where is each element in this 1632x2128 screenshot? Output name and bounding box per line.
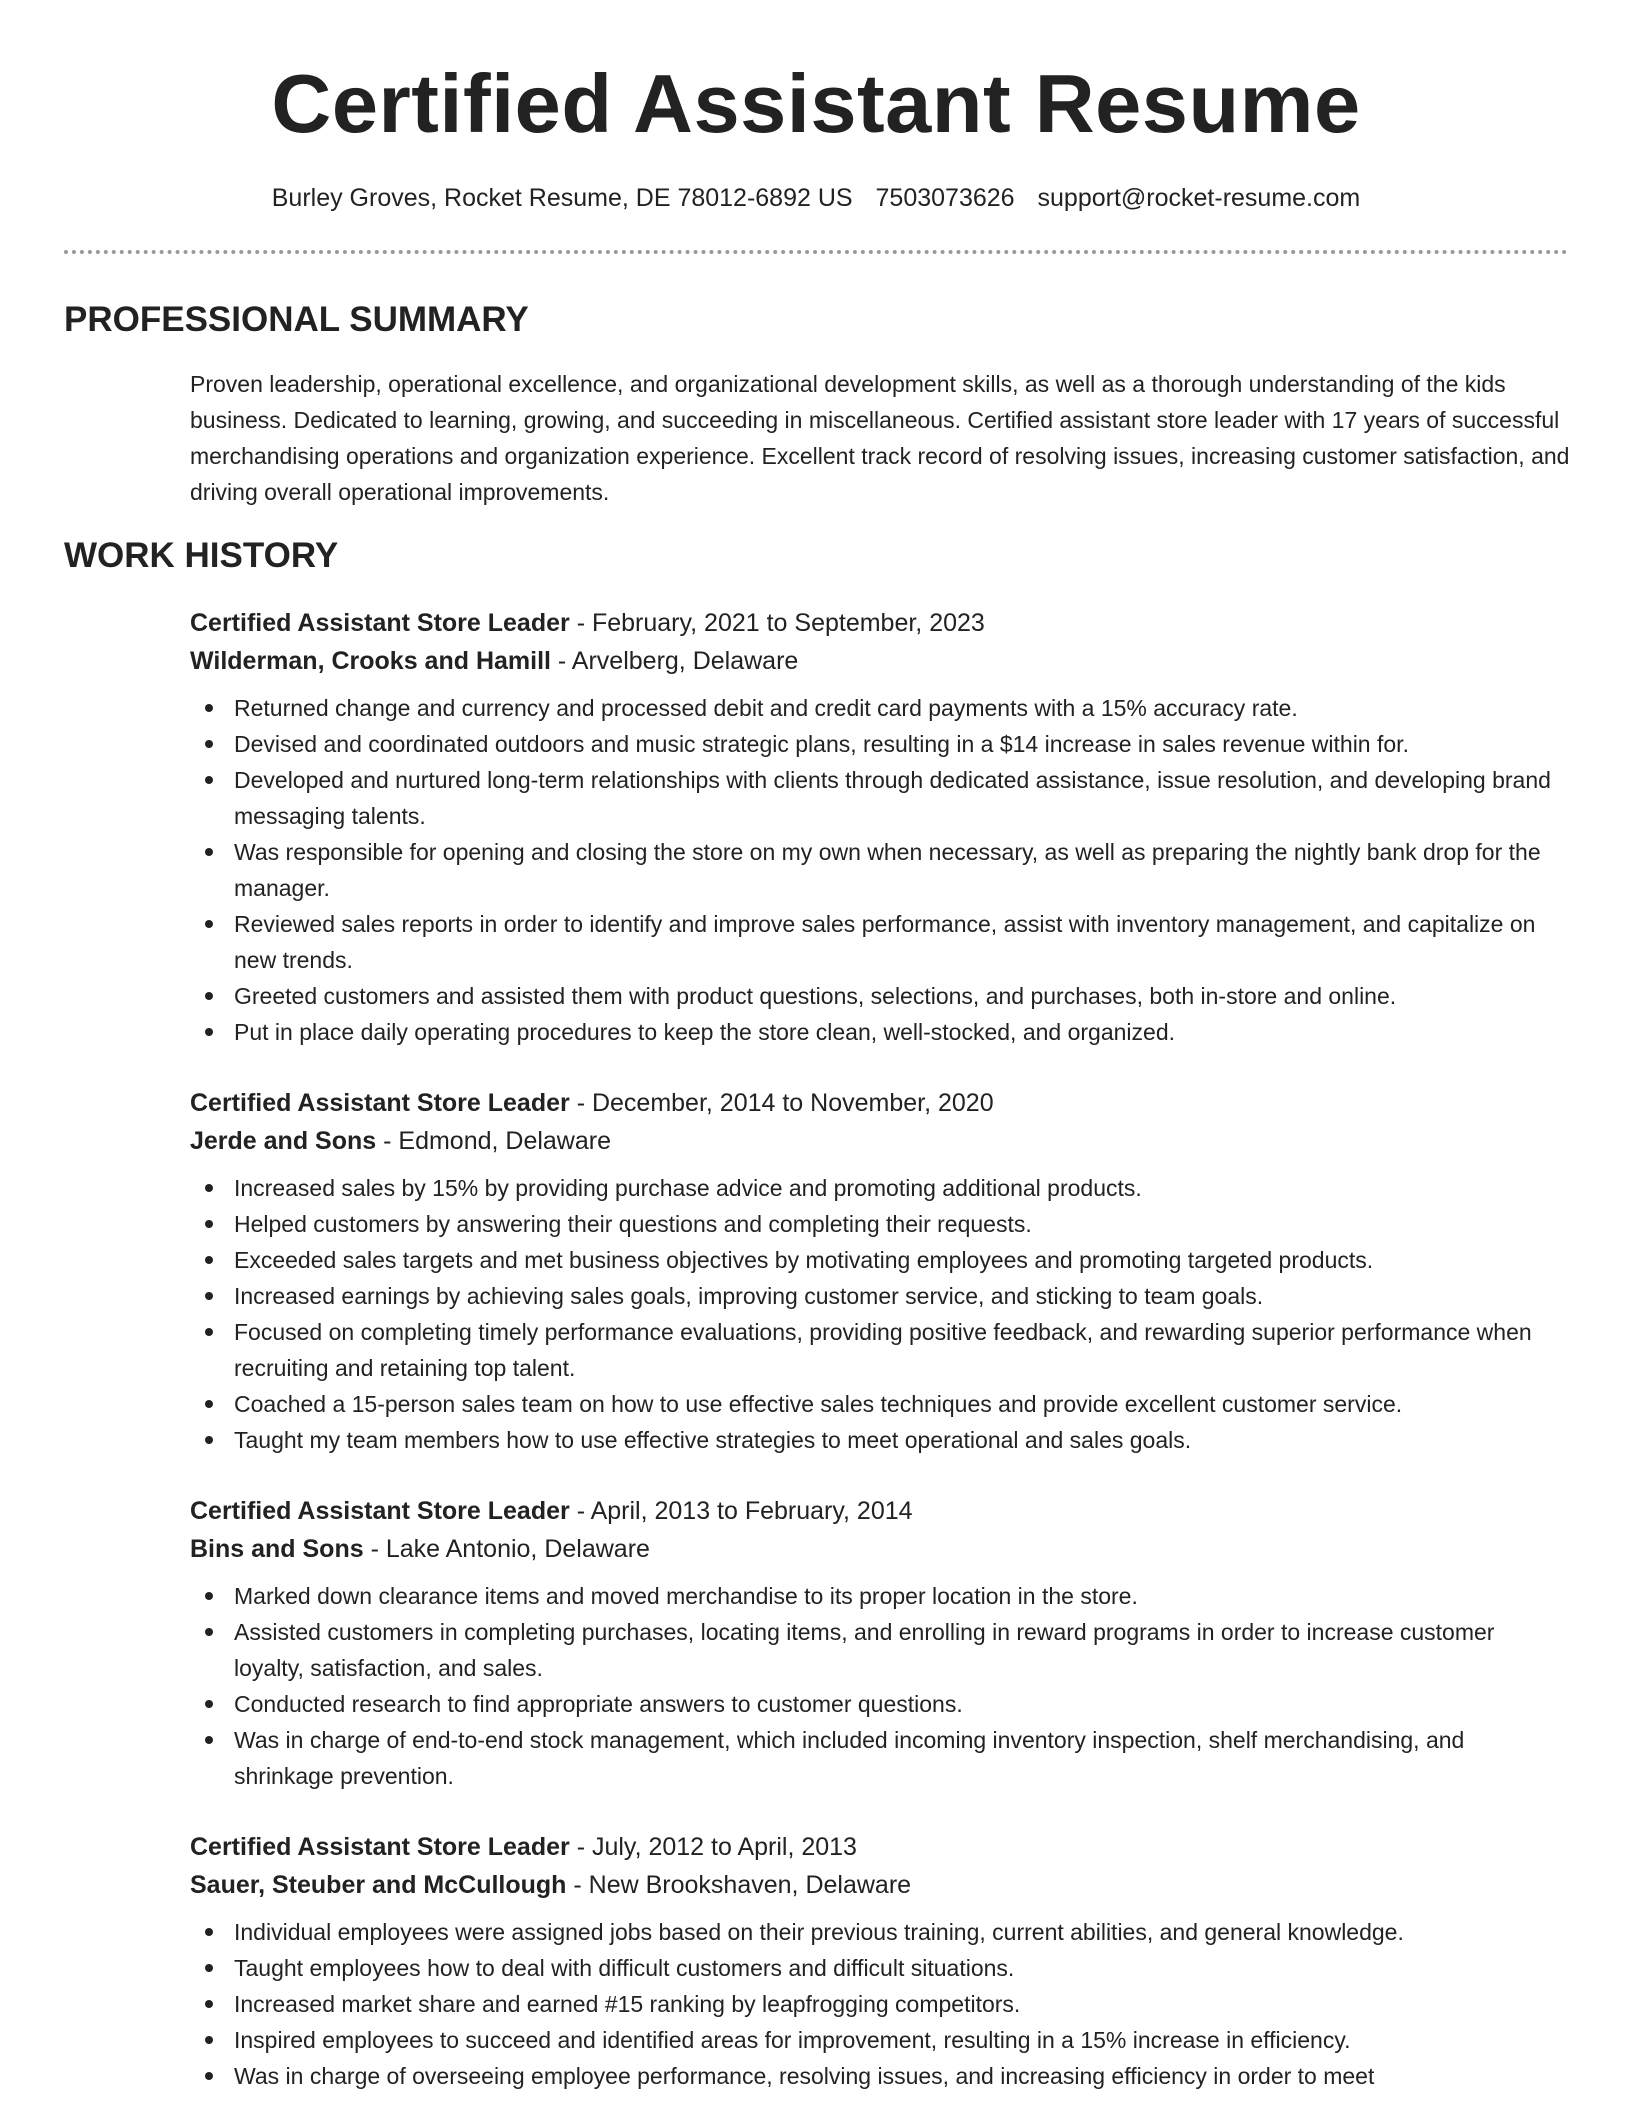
job-entry [190,1828,1570,2094]
job-company-line [190,642,1570,680]
contact-address: Burley Groves, Rocket Resume, DE 78012-6892 US [271,184,853,212]
contact-email: support@rocket-resume.com [1037,184,1361,212]
job-bullet: Individual employees were assigned jobs based on their previous training, current abilities, and general knowledge. [234,1914,1570,1950]
job-bullets [190,1914,1570,2094]
job-company: Wilderman, Crooks and Hamill [190,647,551,675]
job-entry [190,1492,1570,1794]
job-bullets [190,690,1570,1050]
work-history-heading: WORK HISTORY [64,536,339,575]
job-bullet: Was in charge of overseeing employee performance, resolving issues, and increasing efficiency in order to meet [234,2058,1570,2094]
job-bullet: Exceeded sales targets and met business objectives by motivating employees and promoting targeted products. [234,1242,1570,1278]
job-title-line [190,1084,1570,1122]
job-company-line [190,1530,1570,1568]
job-title-line [190,604,1570,642]
job-dates: - December, 2014 to November, 2020 [569,1089,994,1117]
job-entry [190,1084,1570,1458]
summary-text: Proven leadership, operational excellence, and organizational development skills, as well as a thorough understanding of the kids business. Dedicated to learning, growing, and succeeding in miscellaneous. Certified assistant store leader with 17 years of successful merchandising operations and organization experience. Excellent track record of resolving issues, increasing customer satisfaction, and driving overall operational improvements. [190,371,1570,505]
job-location: - New Brookshaven, Delaware [566,1871,912,1899]
job-location: - Edmond, Delaware [376,1127,611,1155]
header-divider [64,250,1568,254]
job-role: Certified Assistant Store Leader [190,1089,570,1117]
job-bullet: Conducted research to find appropriate answers to customer questions. [234,1686,1570,1722]
job-dates: - July, 2012 to April, 2013 [569,1833,857,1861]
summary-heading: PROFESSIONAL SUMMARY [64,300,529,339]
job-company-line [190,1122,1570,1160]
job-bullet: Reviewed sales reports in order to identify and improve sales performance, assist with inventory management, and capitalize on new trends. [234,906,1570,978]
job-bullet: Put in place daily operating procedures to keep the store clean, well-stocked, and organized. [234,1014,1570,1050]
job-company: Sauer, Steuber and McCullough [190,1871,567,1899]
job-bullet: Returned change and currency and processed debit and credit card payments with a 15% accuracy rate. [234,690,1570,726]
job-title-line [190,1492,1570,1530]
job-dates: - April, 2013 to February, 2014 [569,1497,913,1525]
job-company-line [190,1866,1570,1904]
job-entry [190,604,1570,1050]
job-location: - Arvelberg, Delaware [550,647,799,675]
job-bullet: Taught employees how to deal with difficult customers and difficult situations. [234,1950,1570,1986]
job-bullet: Was responsible for opening and closing the store on my own when necessary, as well as preparing the nightly bank drop for the manager. [234,834,1570,906]
job-bullet: Was in charge of end-to-end stock management, which included incoming inventory inspection, shelf merchandising, and shrinkage prevention. [234,1722,1570,1794]
job-company: Bins and Sons [190,1535,364,1563]
job-role: Certified Assistant Store Leader [190,609,570,637]
job-bullet: Developed and nurtured long-term relationships with clients through dedicated assistance, issue resolution, and developing brand messaging talents. [234,762,1570,834]
contact-phone: 7503073626 [875,184,1015,212]
job-company: Jerde and Sons [190,1127,377,1155]
job-bullet: Assisted customers in completing purchases, locating items, and enrolling in reward programs in order to increase customer loyalty, satisfaction, and sales. [234,1614,1570,1686]
job-role: Certified Assistant Store Leader [190,1497,570,1525]
resume-title: Certified Assistant Resume [271,57,1361,150]
job-bullet: Coached a 15-person sales team on how to use effective sales techniques and provide excellent customer service. [234,1386,1570,1422]
job-location: - Lake Antonio, Delaware [363,1535,650,1563]
work-history-list [190,604,1570,2128]
job-bullet: Greeted customers and assisted them with product questions, selections, and purchases, both in-store and online. [234,978,1570,1014]
job-bullet: Increased sales by 15% by providing purchase advice and promoting additional products. [234,1170,1570,1206]
job-bullet: Marked down clearance items and moved merchandise to its proper location in the store. [234,1578,1570,1614]
job-title-line [190,1828,1570,1866]
job-bullet: Focused on completing timely performance evaluations, providing positive feedback, and rewarding superior performance when recruiting and retaining top talent. [234,1314,1570,1386]
job-role: Certified Assistant Store Leader [190,1833,570,1861]
job-dates: - February, 2021 to September, 2023 [569,609,985,637]
job-bullets [190,1578,1570,1794]
job-bullet: Taught my team members how to use effective strategies to meet operational and sales goals. [234,1422,1570,1458]
job-bullet: Inspired employees to succeed and identified areas for improvement, resulting in a 15% increase in efficiency. [234,2022,1570,2058]
job-bullet: Increased market share and earned #15 ranking by leapfrogging competitors. [234,1986,1570,2022]
job-bullet: Increased earnings by achieving sales goals, improving customer service, and sticking to team goals. [234,1278,1570,1314]
job-bullet: Devised and coordinated outdoors and music strategic plans, resulting in a $14 increase in sales revenue within for. [234,726,1570,762]
job-bullets [190,1170,1570,1458]
job-bullet: Helped customers by answering their questions and completing their requests. [234,1206,1570,1242]
contact-line [0,180,1632,216]
